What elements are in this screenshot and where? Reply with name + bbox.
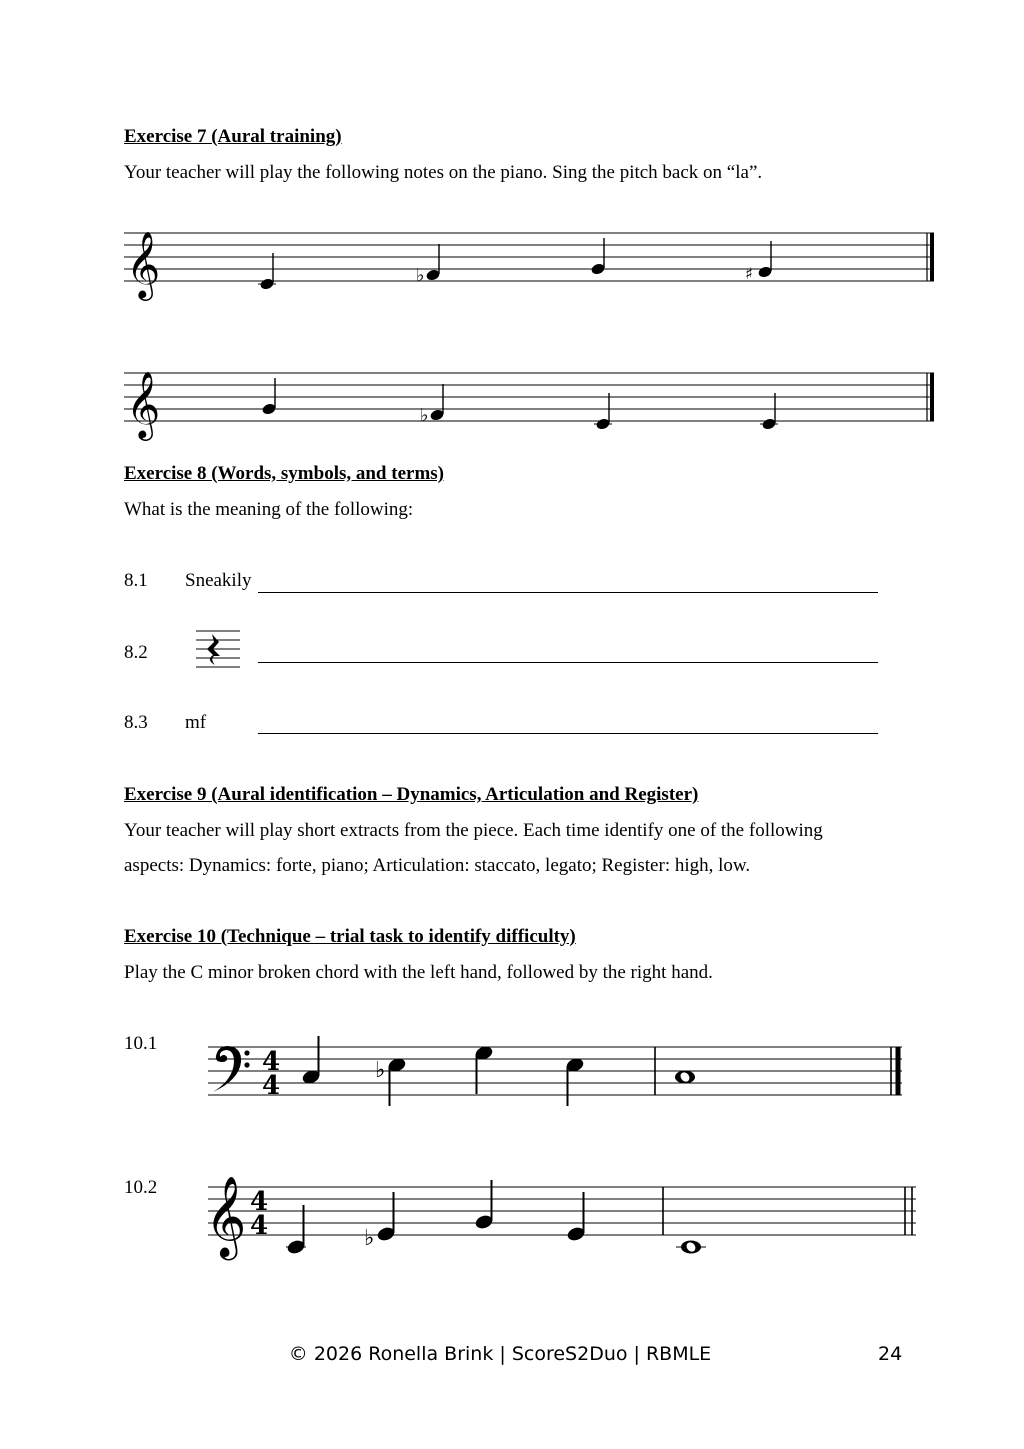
svg-text:4: 4 bbox=[250, 1211, 269, 1241]
question-term: Sneakily bbox=[185, 570, 252, 591]
svg-text:𝄞: 𝄞 bbox=[126, 230, 161, 298]
svg-text:♭: ♭ bbox=[375, 1058, 386, 1083]
svg-text:♭: ♭ bbox=[364, 1226, 375, 1251]
question-number: 10.1 bbox=[124, 1033, 158, 1054]
question-number: 8.1 bbox=[124, 570, 148, 591]
question-number: 10.2 bbox=[124, 1177, 158, 1198]
note-eb4 bbox=[566, 1192, 586, 1243]
svg-text:♯: ♯ bbox=[745, 264, 753, 283]
note-g4 bbox=[474, 1180, 494, 1231]
svg-text:4: 4 bbox=[250, 1187, 269, 1217]
exercise9-line1: Your teacher will play short extracts from the piece. Each time identify one of the following bbox=[124, 820, 823, 841]
svg-text:♭: ♭ bbox=[420, 405, 429, 426]
svg-text:4: 4 bbox=[262, 1047, 281, 1077]
note-c4 bbox=[286, 1205, 306, 1256]
exercise8-instruction: What is the meaning of the following: bbox=[124, 499, 414, 520]
footer-copyright: © 2026 Ronella Brink | ScoreS2Duo | RBMLE bbox=[288, 1343, 712, 1365]
exercise10-heading: Exercise 10 (Technique – trial task to identify difficulty) bbox=[124, 926, 576, 947]
exercise9-line2: aspects: Dynamics: forte, piano; Articulation: staccato, legato; Register: high, low. bbox=[124, 855, 751, 876]
question-number: 8.3 bbox=[124, 712, 148, 733]
note-eb4 bbox=[364, 1192, 396, 1251]
svg-text:4: 4 bbox=[262, 1071, 281, 1101]
question-number: 8.2 bbox=[124, 642, 148, 663]
svg-text:𝄞: 𝄞 bbox=[126, 370, 161, 438]
exercise10-instruction: Play the C minor broken chord with the left hand, followed by the right hand. bbox=[124, 962, 713, 983]
time-signature-4-4-icon bbox=[250, 1187, 268, 1241]
exercise9-heading: Exercise 9 (Aural identification – Dynamics, Articulation and Register) bbox=[124, 784, 699, 805]
exercise7-heading: Exercise 7 (Aural training) bbox=[124, 126, 342, 147]
exercise7-instruction: Your teacher will play the following notes on the piano. Sing the pitch back on “la”. bbox=[124, 162, 763, 183]
svg-text:𝄞: 𝄞 bbox=[205, 1175, 247, 1257]
treble-clef-icon bbox=[205, 1175, 246, 1260]
exercise8-heading: Exercise 8 (Words, symbols, and terms) bbox=[124, 463, 444, 484]
whole-note-c4 bbox=[676, 1241, 706, 1254]
page-number: 24 bbox=[878, 1343, 903, 1365]
question-term: mf bbox=[185, 712, 207, 733]
svg-text:♭: ♭ bbox=[416, 265, 425, 286]
